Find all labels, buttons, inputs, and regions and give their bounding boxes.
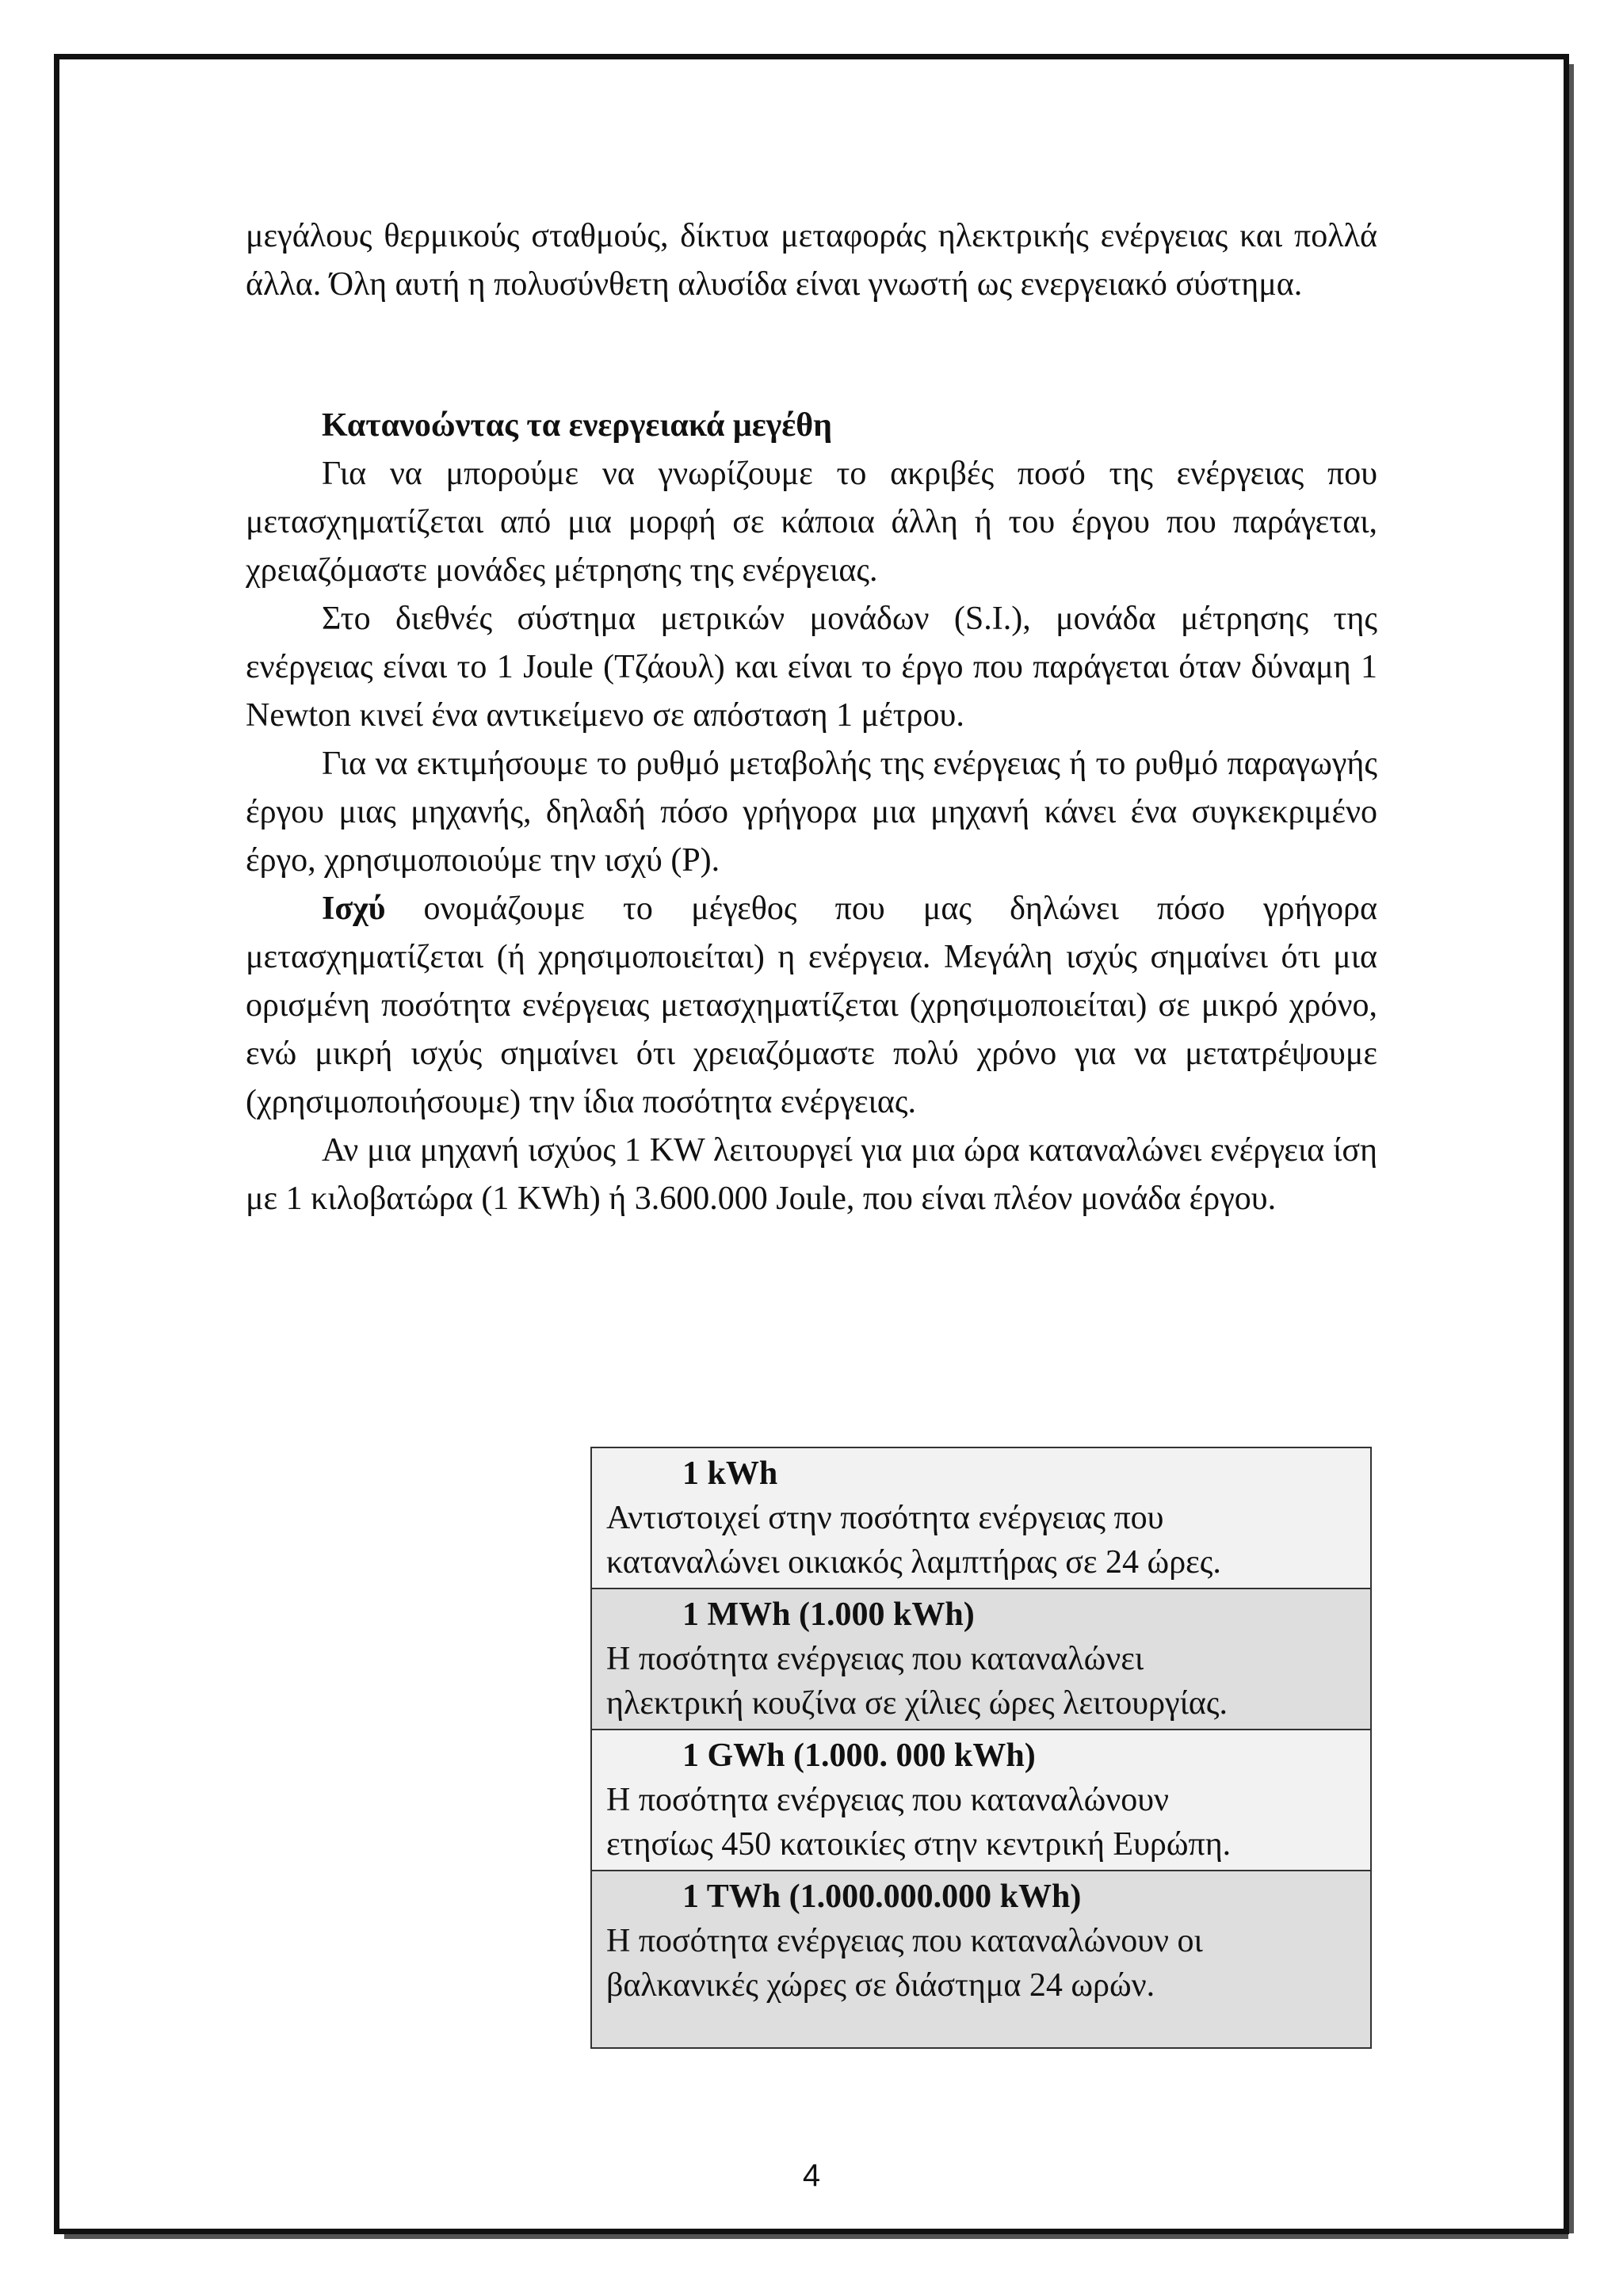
- unit-description-line: βαλκανικές χώρες σε διάστημα 24 ωρών.: [606, 1967, 1155, 2004]
- power-term: Ισχύ: [322, 891, 386, 927]
- paragraph-joule: Στο διεθνές σύστημα μετρικών μονάδων (S.I.), μονάδα μέτρησης της ενέργειας είναι το 1 Joule (Τζάουλ) και είναι το έργο που παράγεται όταν δύναμη 1 Newton κινεί ένα αντικείμενο σε απόσταση 1 μέτρου.: [246, 601, 1377, 734]
- table-row: [592, 1871, 1370, 2047]
- unit-title: 1 MWh (1.000 kWh): [682, 1596, 975, 1633]
- unit-description-line: Η ποσότητα ενέργειας που καταναλώνουν: [606, 1782, 1170, 1818]
- energy-units-table: [590, 1447, 1372, 2049]
- paragraph-units: Για να μπορούμε να γνωρίζουμε το ακριβές ποσό της ενέργειας που μετασχηματίζεται από μια μορφή σε κάποια άλλη ή του έργου που παράγεται, χρειαζόμαστε μονάδες μέτρησης της ενέργειας.: [246, 456, 1377, 589]
- unit-title: 1 kWh: [682, 1455, 778, 1492]
- table-row: [592, 1730, 1370, 1871]
- unit-description-line: καταναλώνει οικιακός λαμπτήρας σε 24 ώρες.: [606, 1544, 1221, 1581]
- unit-description-line: Η ποσότητα ενέργειας που καταναλώνουν οι: [606, 1923, 1203, 1959]
- power-definition-text: ονομάζουμε το μέγεθος που μας δηλώνει πόσο γρήγορα μετασχηματίζεται (ή χρησιμοποιείται) η ενέργεια. Μεγάλη ισχύς σημαίνει ότι μια ορισμένη ποσότητα ενέργειας μετασχηματίζεται (χρησιμοποιείται) σε μικρό χρόνο, ενώ μικρή ισχύς σημαίνει ότι χρειαζόμαστε πολύ χρόνο για να μετατρέψουμε (χρησιμοποιήσουμε) την ίδια ποσότητα ενέργειας.: [246, 891, 1377, 1120]
- document-body: [246, 212, 1377, 1223]
- paragraph-power-definition: [246, 885, 1377, 1127]
- paragraph-kwh: Αν μια μηχανή ισχύος 1 KW λειτουργεί για μια ώρα καταναλώνει ενέργεια ίση με 1 κιλοβατώρα (1 KWh) ή 3.600.000 Joule, που είναι πλέον μονάδα έργου.: [246, 1132, 1377, 1217]
- paragraph-power-rate: Για να εκτιμήσουμε το ρυθμό μεταβολής της ενέργειας ή το ρυθμό παραγωγής έργου μιας μηχανής, δηλαδή πόσο γρήγορα μια μηχανή κάνει ένα συγκεκριμένο έργο, χρησιμοποιούμε την ισχύ (P).: [246, 746, 1377, 879]
- unit-description-line: ηλεκτρική κουζίνα σε χίλιες ώρες λειτουργίας.: [606, 1685, 1228, 1722]
- unit-description-line: Αντιστοιχεί στην ποσότητα ενέργειας που: [606, 1500, 1164, 1536]
- table-row: [592, 1448, 1370, 1589]
- intro-paragraph: μεγάλους θερμικούς σταθμούς, δίκτυα μεταφοράς ηλεκτρικής ενέργειας και πολλά άλλα. Όλη αυτή η πολυσύνθετη αλυσίδα είναι γνωστή ως ενεργειακό σύστημα.: [246, 218, 1377, 303]
- unit-title: 1 GWh (1.000. 000 kWh): [682, 1737, 1036, 1774]
- unit-description-line: ετησίως 450 κατοικίες στην κεντρική Ευρώπη.: [606, 1826, 1232, 1863]
- section-heading: Κατανοώντας τα ενεργειακά μεγέθη: [322, 407, 833, 444]
- unit-description-line: Η ποσότητα ενέργειας που καταναλώνει: [606, 1641, 1144, 1677]
- table-row: [592, 1589, 1370, 1730]
- unit-title: 1 TWh (1.000.000.000 kWh): [682, 1878, 1082, 1915]
- page-number: 4: [802, 2158, 821, 2193]
